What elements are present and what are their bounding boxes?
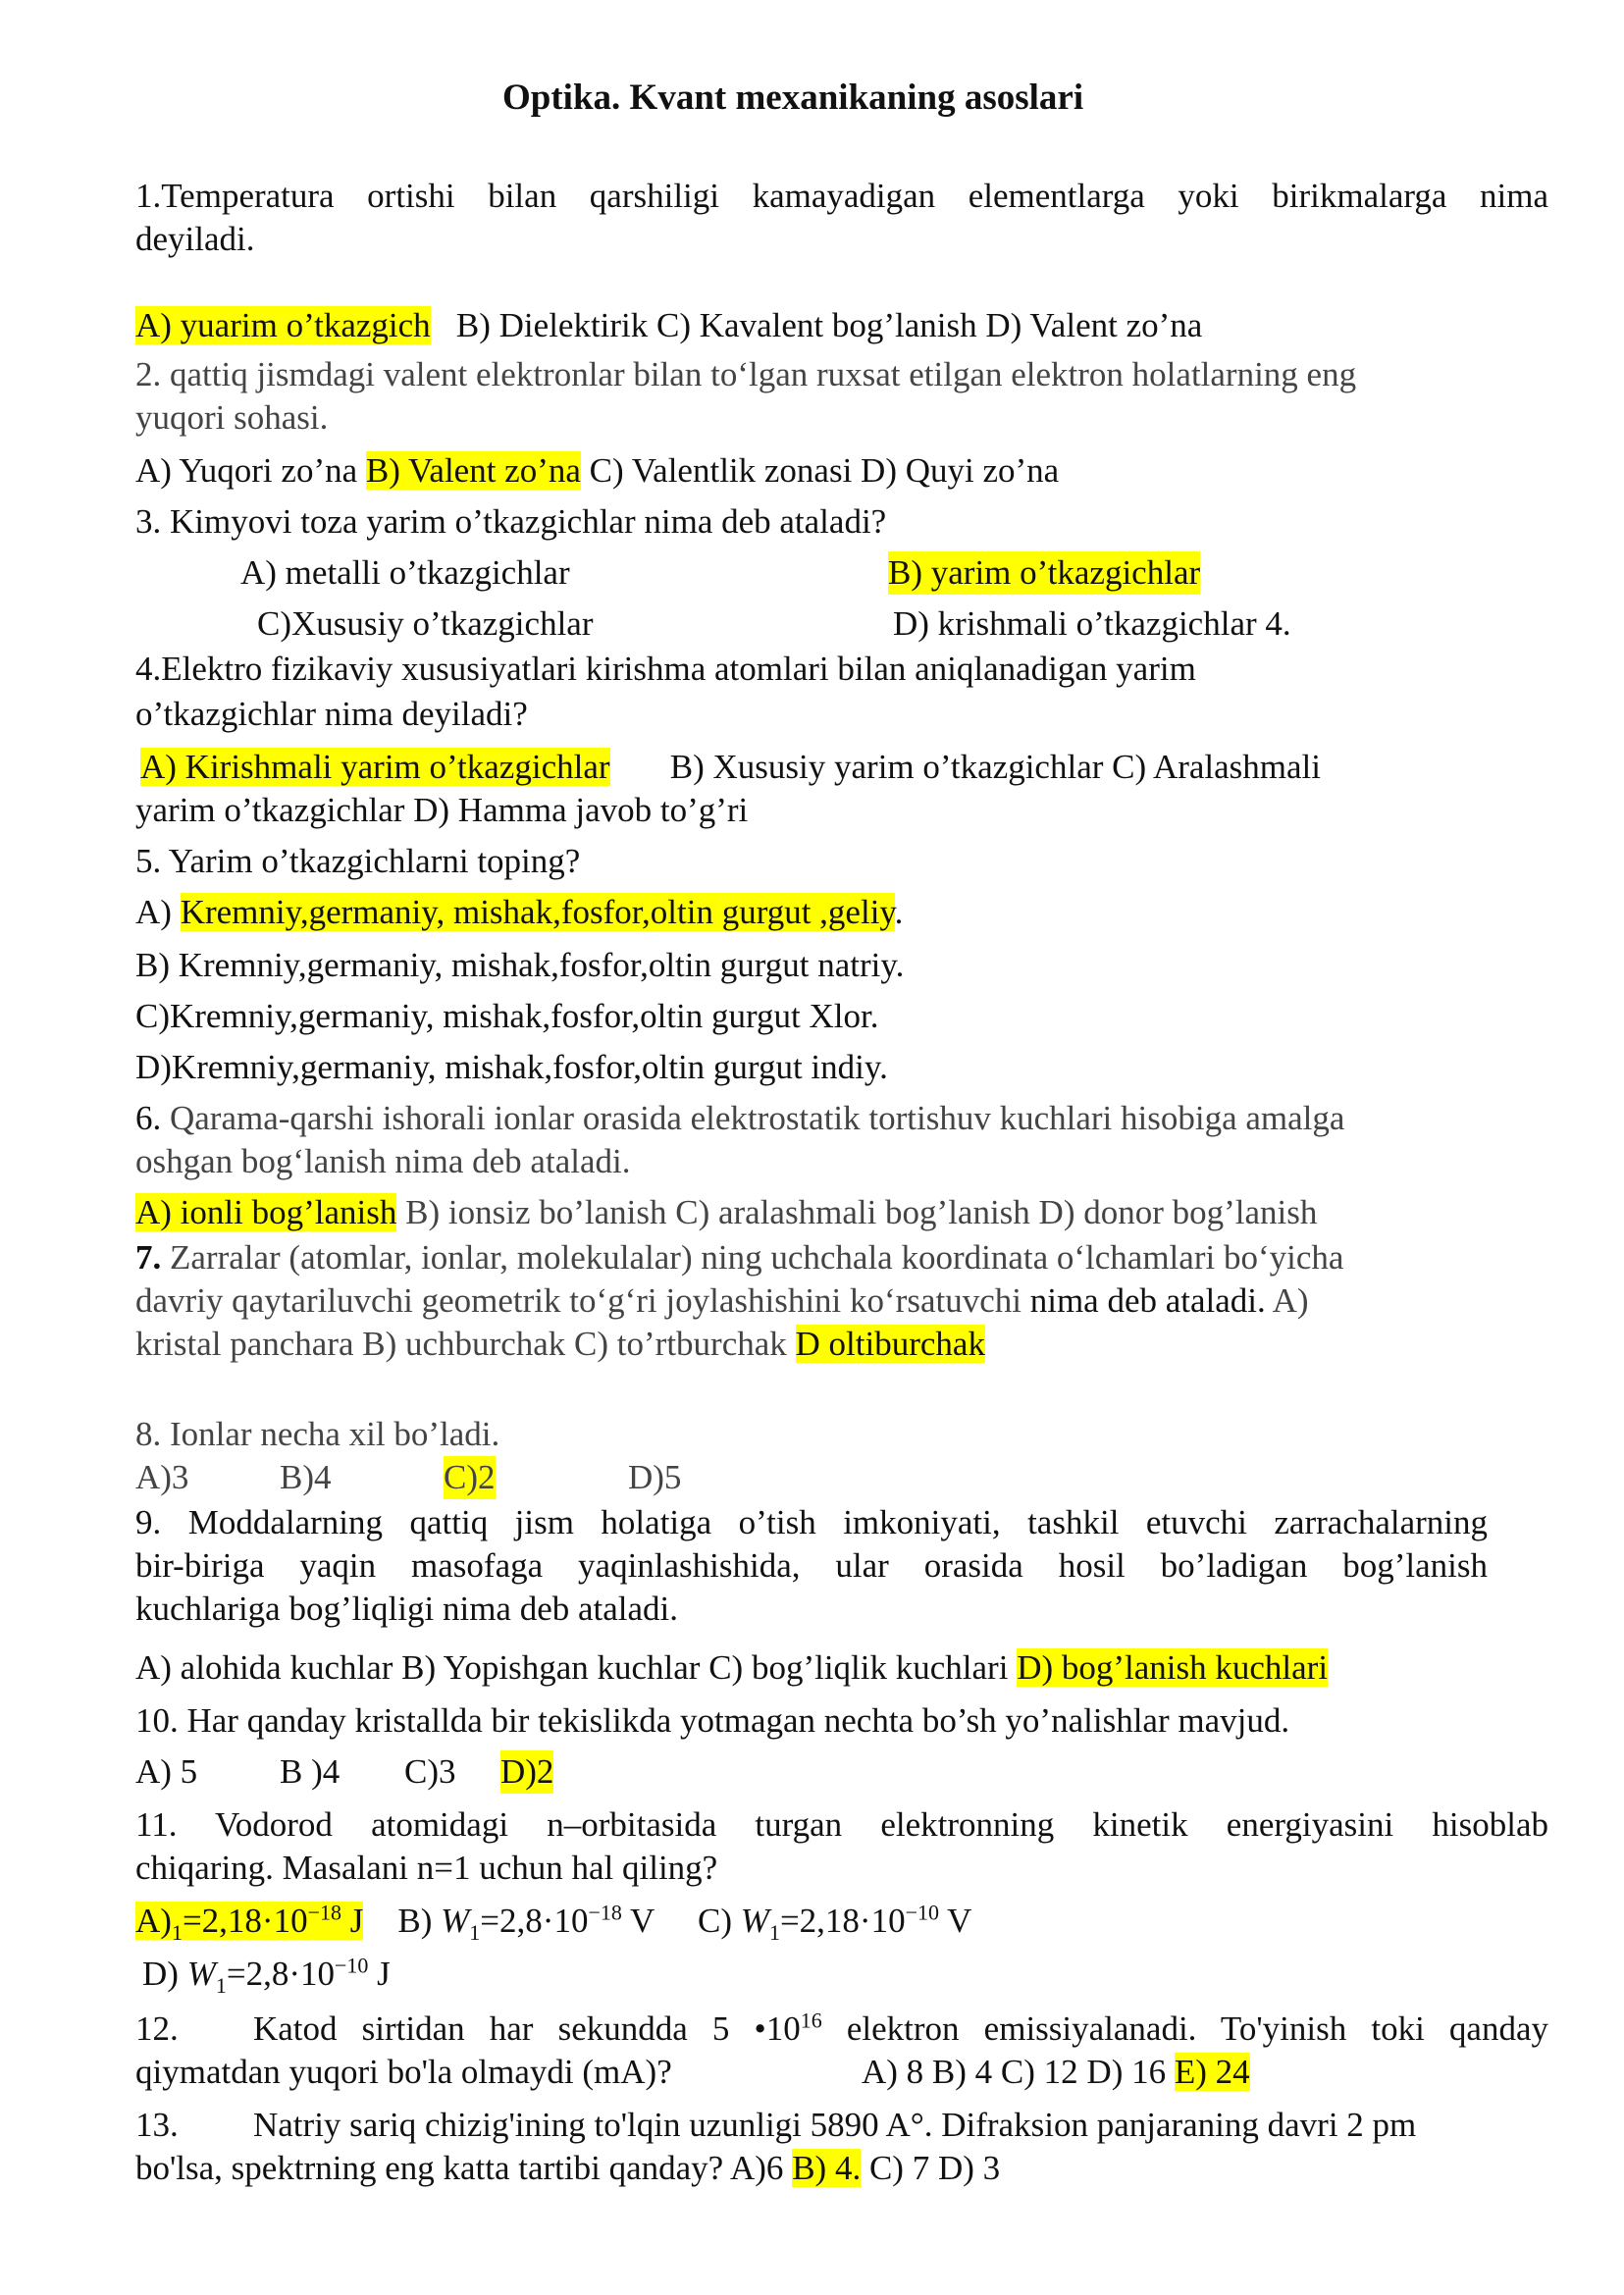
q11-c-value: =2,18·10 bbox=[779, 1902, 906, 1940]
q3-option-d: D) krishmali o’tkazgichlar 4. bbox=[893, 604, 1291, 643]
q1-other-options: B) Dielektirik C) Kavalent bog’lanish D) Valent zo’na bbox=[455, 306, 1203, 344]
q12-answer-e: E) 24 bbox=[1174, 2053, 1250, 2091]
q7-text: Zarralar (atomlar, ionlar, molekulalar) ning uchchala koordinata o‘lchamlari bo‘yicha bbox=[161, 1238, 1344, 1277]
q12-text-line1 bbox=[253, 2008, 1548, 2051]
q11-options bbox=[135, 1900, 971, 1943]
q13-answer-b: B) 4. bbox=[792, 2149, 862, 2187]
q11-b-variable: W bbox=[441, 1902, 470, 1940]
q4-text-line2: o’tkazgichlar nima deyiladi? bbox=[135, 695, 528, 733]
q7-text-part1: davriy qaytariluvchi geometrik to‘g‘ri joylashishini ko‘rsatuvchi bbox=[135, 1281, 1030, 1320]
q11-c-unit: V bbox=[939, 1902, 972, 1940]
q7-text-part3: A) bbox=[1265, 1281, 1309, 1320]
q6-other-options: B) ionsiz bo’lanish C) aralashmali bog’lanish D) donor bog’lanish bbox=[396, 1193, 1318, 1231]
q2-option-a: A) Yuqori zo’na bbox=[135, 451, 366, 490]
q9-other-options: A) alohida kuchlar B) Yopishgan kuchlar C) bog’liqlik kuchlari bbox=[135, 1648, 1018, 1687]
q11-a-value: =2,18·10 bbox=[182, 1902, 308, 1940]
q10-option-c: C)3 bbox=[404, 1752, 456, 1791]
q8-answer-c: C)2 bbox=[444, 1456, 496, 1499]
q11-b-unit: V bbox=[621, 1902, 655, 1940]
q2-options bbox=[135, 449, 1059, 493]
q11-c-exponent: −10 bbox=[905, 1900, 940, 1925]
q11-a-label: A) bbox=[135, 1902, 172, 1940]
q4-options-line1 bbox=[140, 746, 1321, 789]
q5-option-a-line bbox=[135, 891, 903, 934]
q7-answer-d: D oltiburchak bbox=[795, 1325, 985, 1363]
q3-text: 3. Kimyovi toza yarim o’tkazgichlar nima deb ataladi? bbox=[135, 502, 887, 541]
q11-d-variable: W bbox=[186, 1955, 216, 1993]
q12-text-part1: Katod sirtidan har sekundda 5 •10 bbox=[253, 2009, 801, 2048]
q5-answer-a: Kremniy,germaniy, mishak,fosfor,oltin gurgut ,geliy bbox=[180, 893, 895, 931]
q5-option-a-suffix: . bbox=[894, 893, 904, 931]
q7-text-part2: nima deb ataladi. bbox=[1029, 1281, 1266, 1320]
q7-options bbox=[135, 1323, 985, 1366]
q3-answer-b: B) yarim o’tkazgichlar bbox=[888, 551, 1200, 595]
q2-answer-b: B) Valent zo’na bbox=[365, 451, 581, 490]
q6-text-line2: oshgan bog‘lanish nima deb ataladi. bbox=[135, 1142, 631, 1180]
q11-c-subscript: 1 bbox=[768, 1920, 780, 1945]
q11-a-unit: J bbox=[341, 1902, 364, 1940]
q3-option-a: A) metalli o’tkazgichlar bbox=[240, 553, 570, 592]
q6-options bbox=[135, 1191, 1317, 1234]
q8-option-a: A)3 bbox=[135, 1458, 189, 1496]
q3-option-c: C)Xususiy o’tkazgichlar bbox=[257, 604, 594, 643]
q4-option-b: B) Xususiy yarim o’tkazgichlar C) Aralashmali bbox=[669, 748, 1322, 786]
q11-text-line1: 11. Vodorod atomidagi n–orbitasida turgan elektronning kinetik energiyasini hisoblab bbox=[135, 1805, 1548, 1844]
q5-option-c: C)Kremniy,germaniy, mishak,fosfor,oltin gurgut Xlor. bbox=[135, 997, 879, 1035]
q6-text-line1 bbox=[135, 1097, 1344, 1140]
q4-answer-a: A) Kirishmali yarim o’tkazgichlar bbox=[140, 748, 610, 786]
q12-text-line2: qiymatdan yuqori bo'la olmaydi (mA)? bbox=[135, 2053, 672, 2091]
q12-other-options: A) 8 B) 4 C) 12 D) 16 bbox=[862, 2053, 1175, 2091]
q11-d-label: D) bbox=[142, 1955, 187, 1993]
q11-option-b bbox=[397, 1900, 655, 1945]
page-title: Optika. Kvant mexanikaning asoslari bbox=[502, 78, 1084, 118]
q12-exponent: 16 bbox=[800, 2008, 822, 2033]
q13-text-line1: Natriy sariq chizig'ining to'lqin uzunligi 5890 A°. Difraksion panjaraning davri 2 pm bbox=[253, 2106, 1417, 2144]
q13-number: 13. bbox=[135, 2106, 179, 2144]
q11-b-value: =2,8·10 bbox=[480, 1902, 589, 1940]
q10-answer-d: D)2 bbox=[500, 1750, 553, 1794]
q1-text-line1: 1.Temperatura ortishi bilan qarshiligi kamayadigan elementlarga yoki birikmalarga nima bbox=[135, 177, 1548, 215]
q1-answer-a: A) yuarim o’tkazgich bbox=[135, 306, 431, 344]
q11-answer-a bbox=[135, 1900, 364, 1945]
q6-number: 6. bbox=[135, 1099, 162, 1137]
q8-text: 8. Ionlar necha xil bo’ladi. bbox=[135, 1415, 500, 1453]
q13-text: bo'lsa, spektrning eng katta tartibi qanday? A)6 bbox=[135, 2149, 793, 2187]
q12-number: 12. bbox=[135, 2009, 179, 2048]
q11-c-variable: W bbox=[740, 1902, 769, 1940]
q8-option-d: D)5 bbox=[628, 1458, 682, 1496]
q12-text-part2: elektron emissiyalanadi. To'yinish toki qanday bbox=[821, 2009, 1548, 2048]
q11-a-subscript: 1 bbox=[171, 1920, 183, 1945]
q5-option-a-prefix: A) bbox=[135, 893, 181, 931]
q9-options bbox=[135, 1646, 1328, 1690]
q9-text-line2: bir-biriga yaqin masofaga yaqinlashishida, ular orasida hosil bo’ladigan bog’lanish bbox=[135, 1546, 1488, 1585]
q4-text-line1: 4.Elektro fizikaviy xususiyatlari kirishma atomlari bilan aniqlanadigan yarim bbox=[135, 650, 1196, 688]
q2-other-options: C) Valentlik zonasi D) Quyi zo’na bbox=[580, 451, 1060, 490]
q6-answer-a: A) ionli bog’lanish bbox=[135, 1193, 397, 1231]
q5-text: 5. Yarim o’tkazgichlarni toping? bbox=[135, 842, 581, 880]
q9-text-line1: 9. Moddalarning qattiq jism holatiga o’tish imkoniyati, tashkil etuvchi zarrachalarning bbox=[135, 1503, 1488, 1541]
q7-other-options: kristal panchara B) uchburchak C) to’rtburchak bbox=[135, 1325, 796, 1363]
q5-option-b: B) Kremniy,germaniy, mishak,fosfor,oltin gurgut natriy. bbox=[135, 946, 905, 984]
q10-option-b: B )4 bbox=[280, 1752, 341, 1791]
q11-text-line2: chiqaring. Masalani n=1 uchun hal qiling? bbox=[135, 1849, 718, 1887]
q11-b-subscript: 1 bbox=[469, 1920, 481, 1945]
q11-d-unit: J bbox=[368, 1955, 391, 1993]
q5-option-d: D)Kremniy,germaniy, mishak,fosfor,oltin gurgut indiy. bbox=[135, 1048, 888, 1086]
q9-answer-d: D) bog’lanish kuchlari bbox=[1017, 1648, 1329, 1687]
q11-d-value: =2,8·10 bbox=[226, 1955, 335, 1993]
q11-option-c bbox=[698, 1900, 972, 1945]
q2-text-line1: 2. qattiq jismdagi valent elektronlar bilan to‘lgan ruxsat etilgan elektron holatlarning eng bbox=[135, 355, 1357, 393]
q13-other-options: C) 7 D) 3 bbox=[861, 2149, 1001, 2187]
q11-c-label: C) bbox=[698, 1902, 741, 1940]
q6-text: Qarama-qarshi ishorali ionlar orasida elektrostatik tortishuv kuchlari hisobiga amalga bbox=[161, 1099, 1345, 1137]
q2-text-line2: yuqori sohasi. bbox=[135, 398, 329, 437]
q13-text-line2 bbox=[135, 2147, 1000, 2190]
q10-option-a: A) 5 bbox=[135, 1752, 198, 1791]
q1-text-line2: deyiladi. bbox=[135, 220, 255, 258]
q7-number: 7. bbox=[135, 1238, 162, 1277]
q11-b-exponent: −18 bbox=[588, 1900, 622, 1925]
q7-text-line1 bbox=[135, 1236, 1343, 1279]
q10-text: 10. Har qanday kristallda bir tekislikda yotmagan nechta bo’sh yo’nalishlar mavjud. bbox=[135, 1701, 1290, 1740]
q12-options bbox=[862, 2051, 1250, 2094]
q1-options bbox=[135, 304, 1202, 347]
q11-d-subscript: 1 bbox=[215, 1973, 227, 1998]
q4-options-line2: yarim o’tkazgichlar D) Hamma javob to’g’ri bbox=[135, 791, 749, 829]
q7-text-line2 bbox=[135, 1279, 1309, 1323]
q8-option-b: B)4 bbox=[280, 1458, 332, 1496]
q11-b-label: B) bbox=[397, 1902, 442, 1940]
q11-d-exponent: −10 bbox=[335, 1953, 369, 1978]
q11-option-d bbox=[142, 1953, 391, 1996]
q9-text-line3: kuchlariga bog’liqligi nima deb ataladi. bbox=[135, 1590, 679, 1628]
q11-a-exponent: −18 bbox=[307, 1900, 342, 1925]
